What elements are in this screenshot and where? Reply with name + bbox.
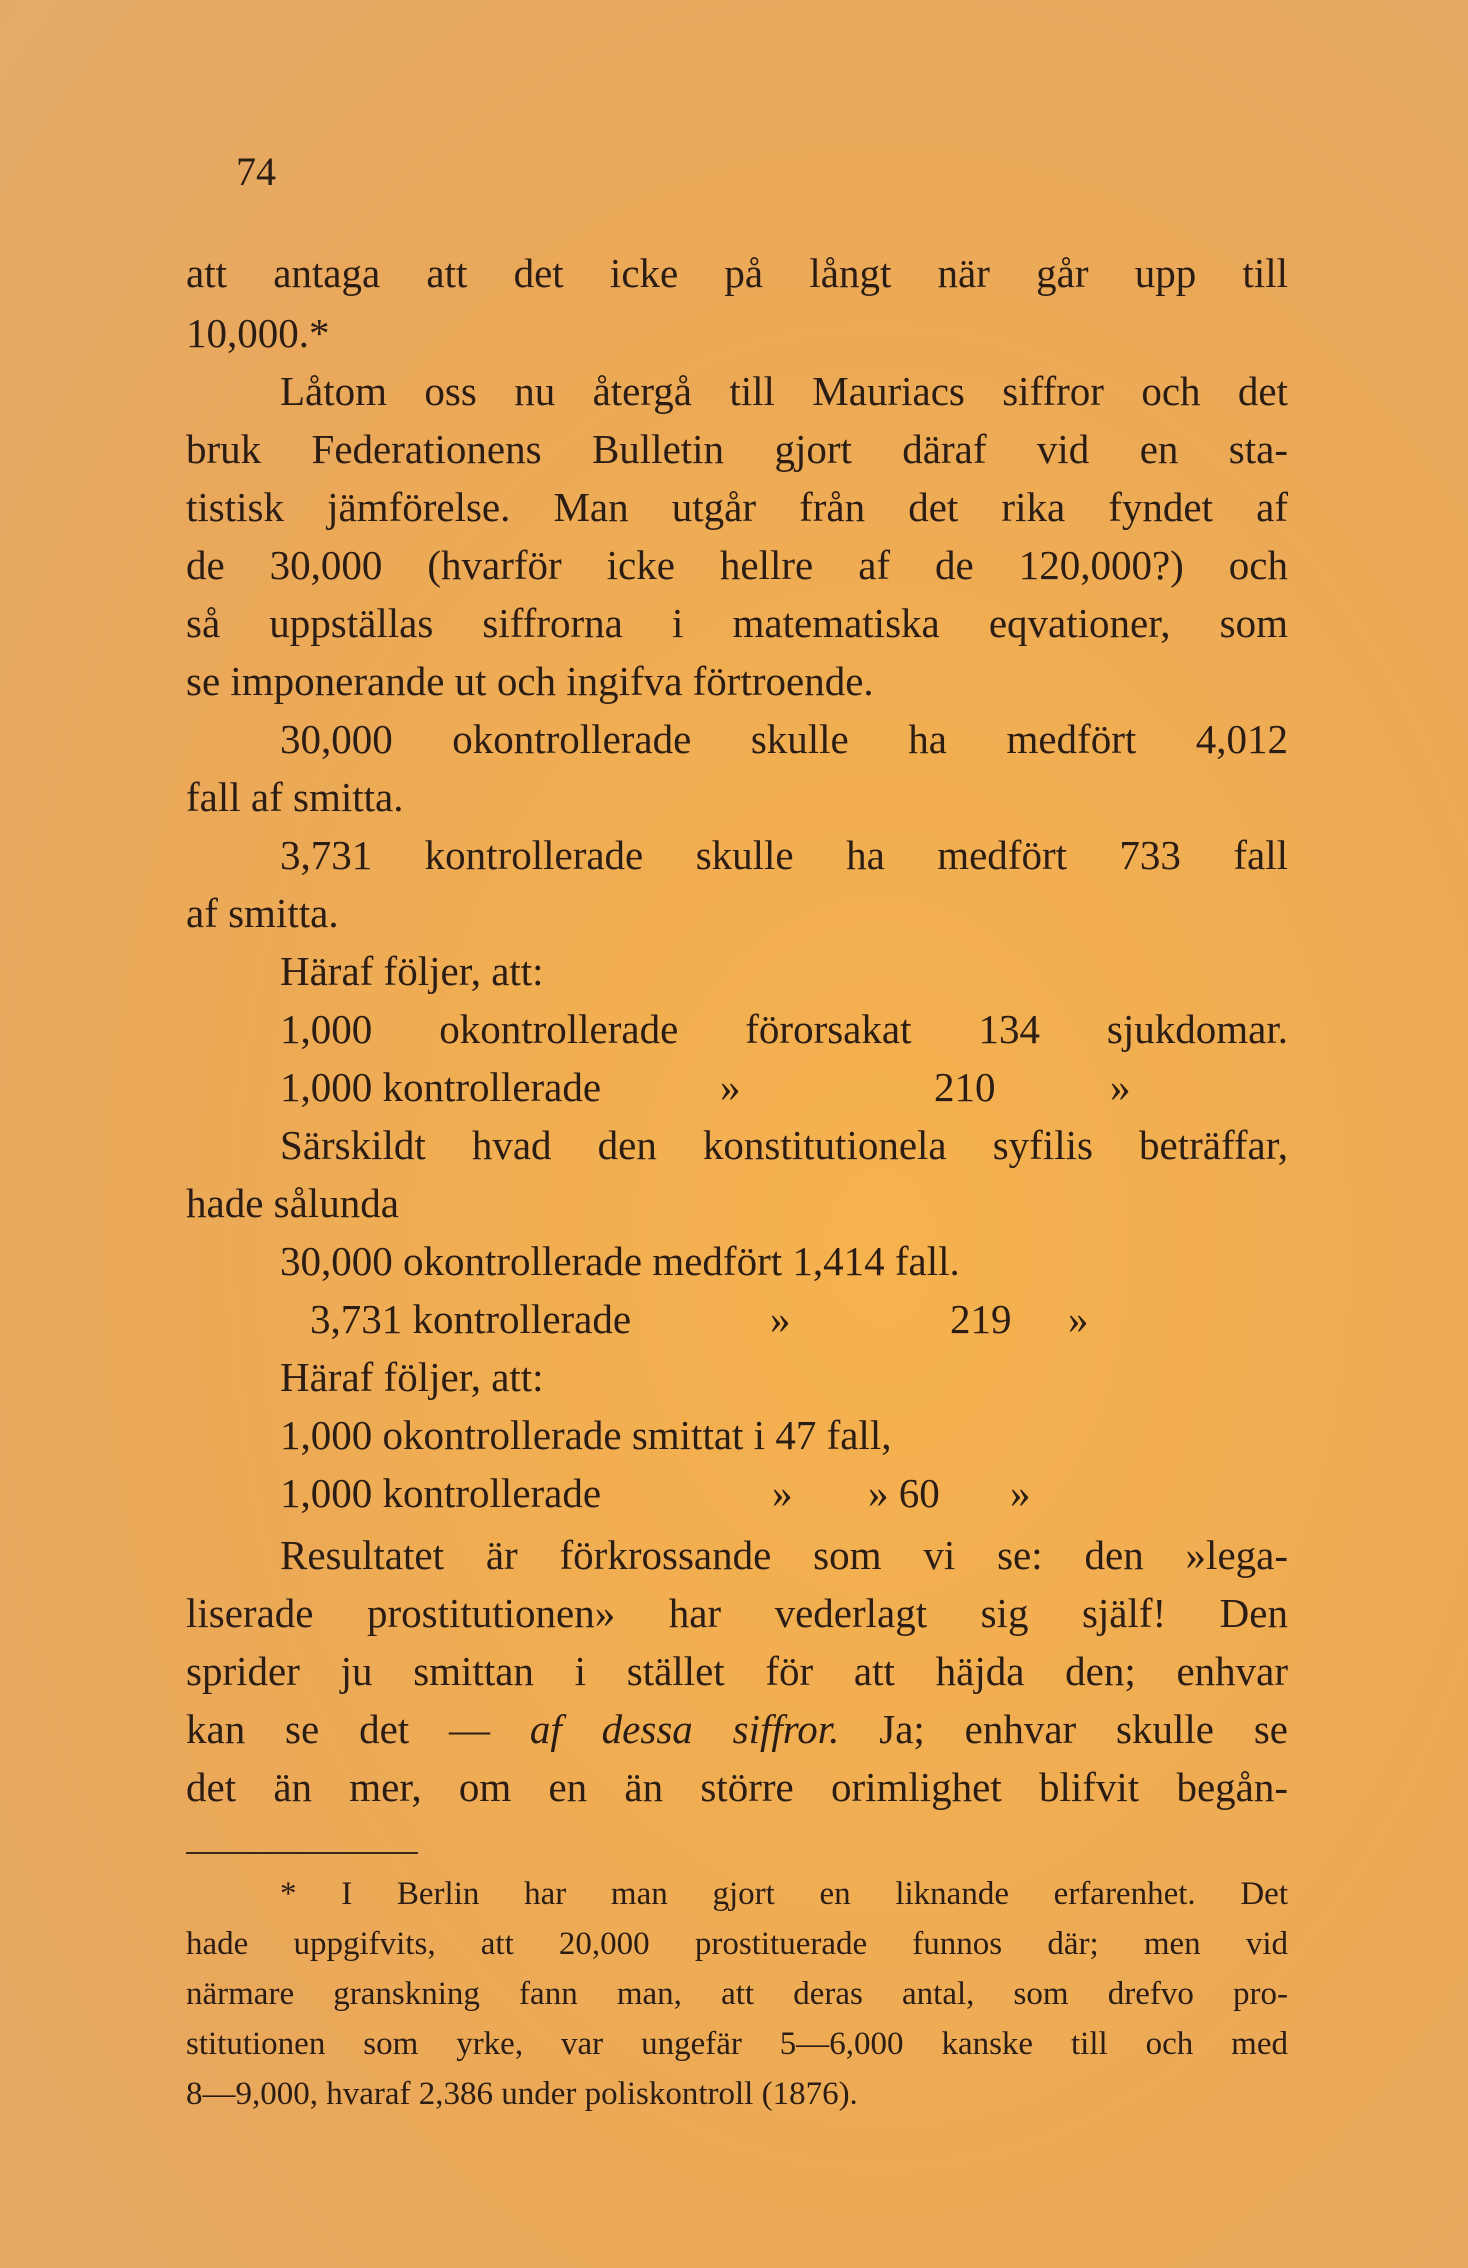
table-cell: 210 (934, 1064, 996, 1110)
text-line: 30,000 okontrollerade skulle ha medfört 4,012 (280, 716, 1288, 762)
text-line: Låtom oss nu återgå till Mauriacs siffror och det (280, 368, 1288, 414)
emphasis-text: af dessa siffror. (529, 1706, 840, 1752)
text-line: Särskildt hvad den konstitutionela syfilis beträffar, (280, 1122, 1288, 1168)
footnote-line: hade uppgifvits, att 20,000 prostituerade funnos där; men vid (186, 1926, 1288, 1962)
text-run: Ja; enhvar skulle se (879, 1706, 1289, 1752)
text-line: af smitta. (186, 890, 339, 936)
text-line: 30,000 okontrollerade medfört 1,414 fall. (280, 1238, 960, 1284)
page-number: 74 (236, 149, 276, 194)
text-line: 1,000 okontrollerade smittat i 47 fall, (280, 1412, 892, 1458)
text-line: så uppställas siffrorna i matematiska eqvationer, som (186, 600, 1288, 646)
table-cell: 3,731 kontrollerade (310, 1296, 632, 1342)
text-line: 1,000 okontrollerade förorsakat 134 sjukdomar. (280, 1006, 1288, 1052)
text-line: bruk Federationens Bulletin gjort däraf vid en sta- (186, 426, 1288, 472)
footnote-line: närmare granskning fann man, att deras antal, som drefvo pro- (186, 1976, 1288, 2012)
ditto-mark: » (772, 1470, 793, 1516)
table-cell: 1,000 kontrollerade (280, 1064, 602, 1110)
ditto-mark: » (1068, 1296, 1089, 1342)
text-line: liserade prostitutionen» har vederlagt sig själf! Den (186, 1590, 1288, 1636)
footnote-line: 8—9,000, hvaraf 2,386 under poliskontroll (1876). (186, 2076, 858, 2112)
table-cell: 1,000 kontrollerade (280, 1470, 602, 1516)
ditto-mark: » (1010, 1470, 1031, 1516)
ditto-mark: » (720, 1064, 741, 1110)
ditto-mark: » (1110, 1064, 1131, 1110)
text-line: de 30,000 (hvarför icke hellre af de 120,000?) och (186, 542, 1288, 588)
text-run: kan se det — (186, 1706, 491, 1752)
text-line: Häraf följer, att: (280, 948, 544, 994)
text-line: tistisk jämförelse. Man utgår från det rika fyndet af (186, 484, 1288, 530)
text-line: Häraf följer, att: (280, 1354, 544, 1400)
ditto-mark: » (770, 1296, 791, 1342)
footnote-line: stitutionen som yrke, var ungefär 5—6,000 kanske till och med (186, 2026, 1288, 2062)
text-line (186, 1704, 1288, 1754)
footnote-line: * I Berlin har man gjort en liknande erfarenhet. Det (280, 1876, 1288, 1912)
footnote-rule (186, 1852, 418, 1854)
text-line: 10,000.* (186, 310, 330, 356)
text-line: fall af smitta. (186, 774, 404, 820)
text-line: Resultatet är förkrossande som vi se: den »lega- (280, 1532, 1288, 1578)
text-line: se imponerande ut och ingifva förtroende. (186, 658, 874, 704)
text-line: 3,731 kontrollerade skulle ha medfört 733 fall (280, 832, 1288, 878)
table-cell: » 60 (868, 1470, 940, 1516)
table-cell: 219 (950, 1296, 1012, 1342)
text-line: hade sålunda (186, 1180, 399, 1226)
text-line: det än mer, om en än större orimlighet blifvit begån- (186, 1764, 1288, 1810)
text-line: sprider ju smittan i stället för att häjda den; enhvar (186, 1648, 1288, 1694)
text-line: att antaga att det icke på långt när går upp till (186, 250, 1288, 296)
